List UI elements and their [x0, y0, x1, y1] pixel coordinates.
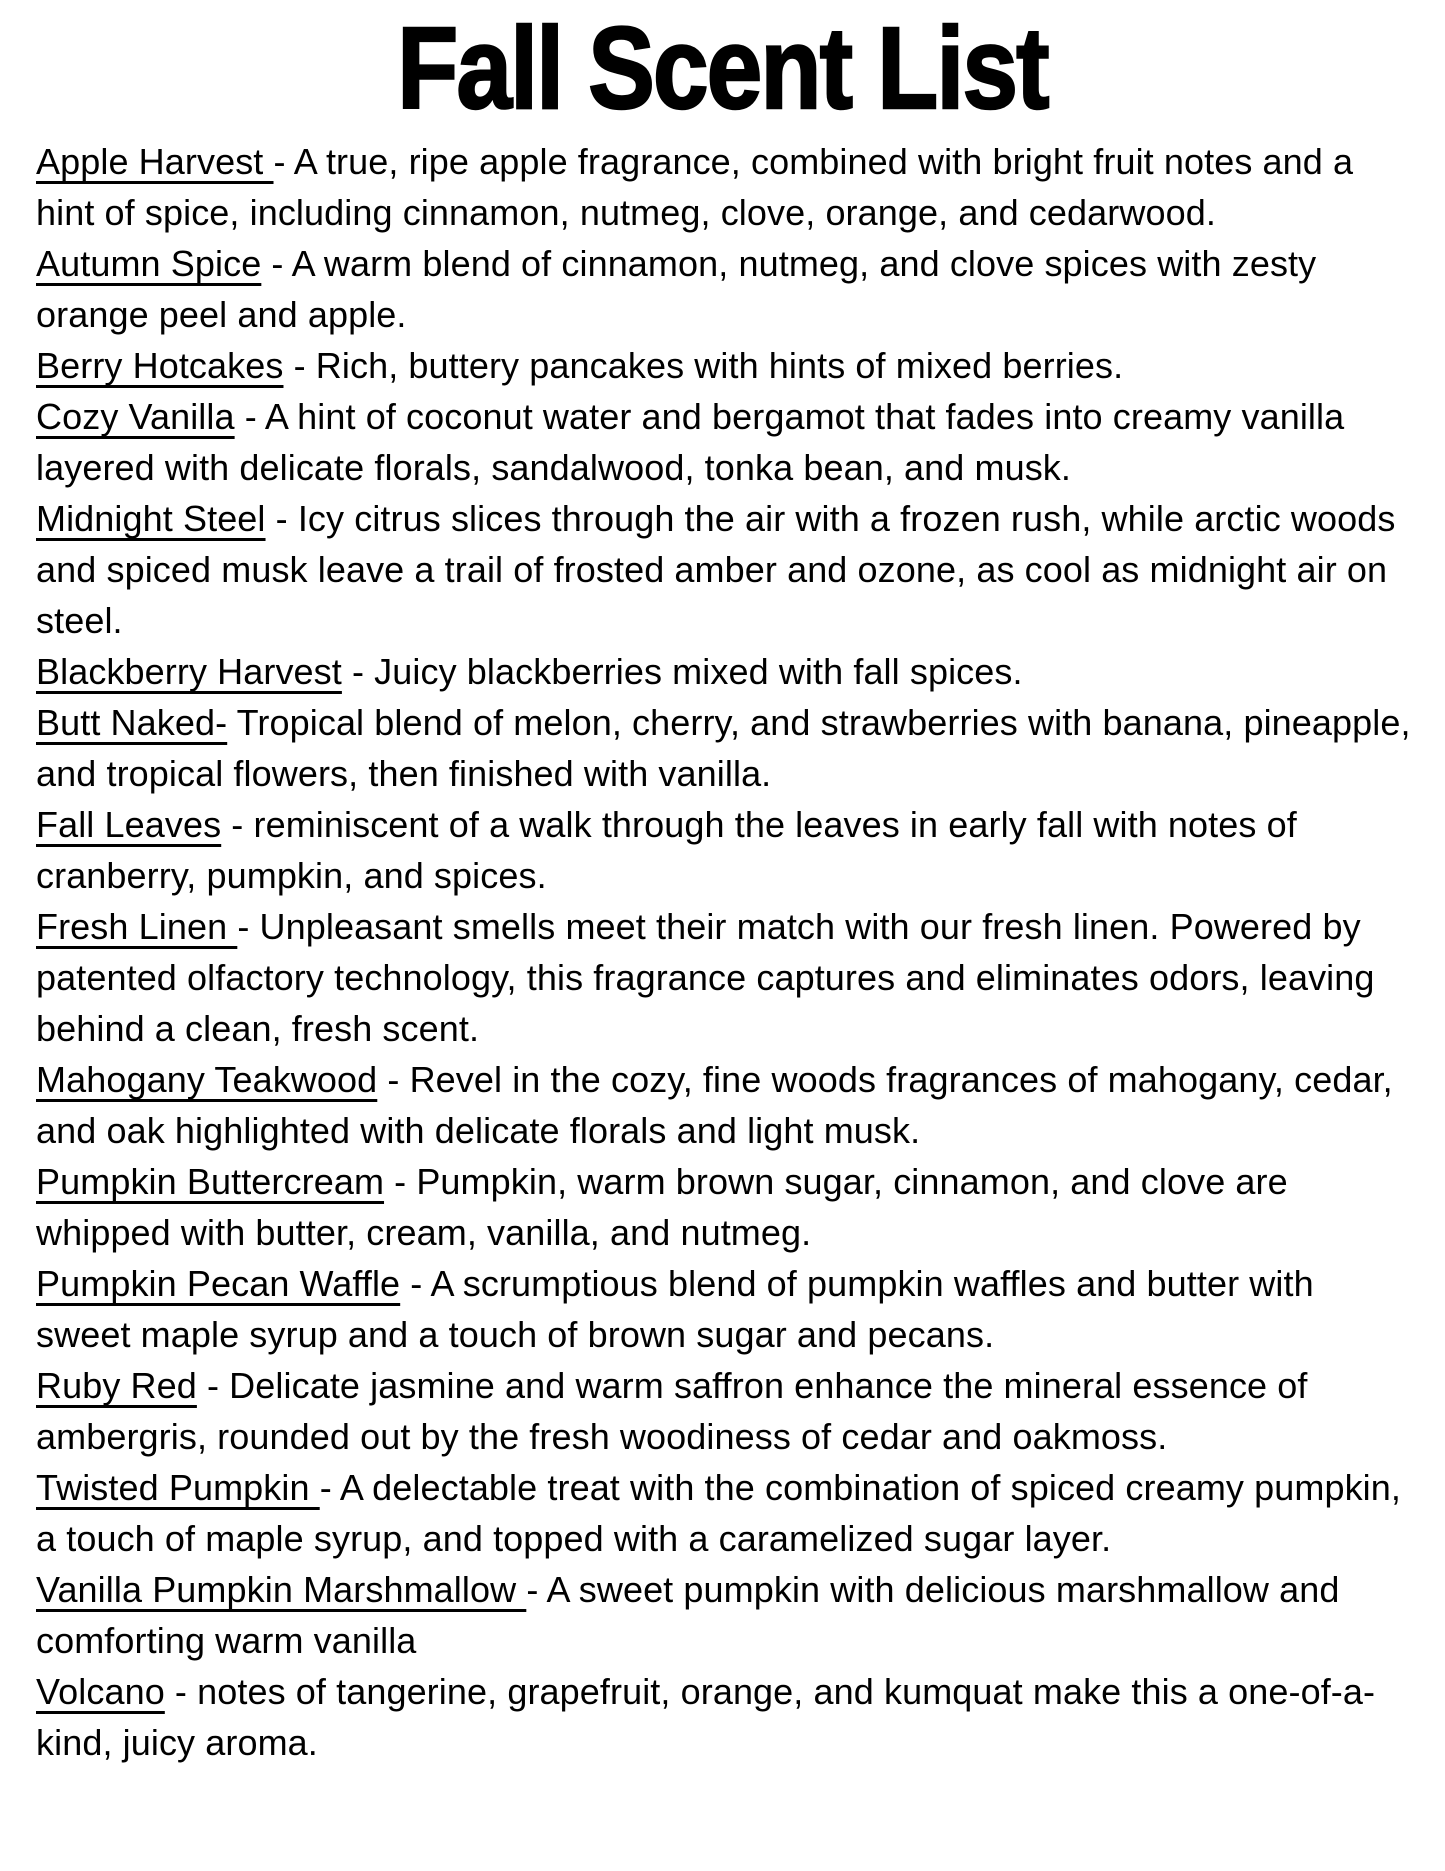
- scent-description: - Juicy blackberries mixed with fall spices.: [341, 651, 1023, 692]
- scent-item: [36, 1360, 1411, 1462]
- scent-item: [36, 697, 1421, 799]
- scent-list: [0, 126, 1445, 1768]
- scent-item: [36, 238, 1411, 340]
- scent-description: - Icy citrus slices through the air with a frozen rush, while arctic woods and spiced musk leave a trail of frosted amber and ozone, as cool as midnight air on steel.: [36, 498, 1406, 641]
- scent-description: - A scrumptious blend of pumpkin waffles and butter with sweet maple syrup and a touch of brown sugar and pecans.: [36, 1263, 1324, 1355]
- scent-name: Midnight Steel: [36, 498, 266, 539]
- scent-description: Tropical blend of melon, cherry, and strawberries with banana, pineapple, and tropical flowers, then finished with vanilla.: [36, 702, 1421, 794]
- scent-name: Twisted Pumpkin: [36, 1467, 320, 1508]
- scent-description: - Revel in the cozy, fine woods fragrances of mahogany, cedar, and oak highlighted with delicate florals and light musk.: [36, 1059, 1403, 1151]
- scent-description: - A true, ripe apple fragrance, combined with bright fruit notes and a hint of spice, including cinnamon, nutmeg, clove, orange, and cedarwood.: [36, 141, 1364, 233]
- scent-description: - Delicate jasmine and warm saffron enhance the mineral essence of ambergris, rounded out by the fresh woodiness of cedar and oakmoss.: [36, 1365, 1318, 1457]
- scent-item: [36, 901, 1411, 1054]
- scent-item: [36, 340, 1411, 391]
- scent-item: [36, 1666, 1411, 1768]
- scent-description: - Rich, buttery pancakes with hints of mixed berries.: [283, 345, 1124, 386]
- scent-name: Apple Harvest: [36, 141, 274, 182]
- scent-name: Fall Leaves: [36, 804, 222, 845]
- scent-name: Cozy Vanilla: [36, 396, 235, 437]
- scent-description: - Unpleasant smells meet their match with our fresh linen. Powered by patented olfactory technology, this fragrance captures and eliminates odors, leaving behind a clean, fresh scent.: [36, 906, 1385, 1049]
- scent-item: [36, 1564, 1411, 1666]
- scent-name: Volcano: [36, 1671, 165, 1712]
- scent-item: [36, 1156, 1411, 1258]
- scent-name: Fresh Linen: [36, 906, 238, 947]
- scent-name: Butt Naked-: [36, 702, 228, 743]
- scent-description: - A warm blend of cinnamon, nutmeg, and clove spices with zesty orange peel and apple.: [36, 243, 1327, 335]
- scent-name: Ruby Red: [36, 1365, 197, 1406]
- scent-item: [36, 646, 1411, 697]
- scent-name: Berry Hotcakes: [36, 345, 284, 386]
- scent-name: Pumpkin Buttercream: [36, 1161, 385, 1202]
- scent-description: - notes of tangerine, grapefruit, orange, and kumquat make this a one-of-a-kind, juicy aroma.: [36, 1671, 1376, 1763]
- scent-item: [36, 493, 1411, 646]
- scent-description: - Pumpkin, warm brown sugar, cinnamon, and clove are whipped with butter, cream, vanilla, and nutmeg.: [36, 1161, 1298, 1253]
- scent-item: [36, 1462, 1411, 1564]
- scent-name: Pumpkin Pecan Waffle: [36, 1263, 401, 1304]
- scent-item: [36, 391, 1411, 493]
- scent-item: [36, 799, 1411, 901]
- scent-item: [36, 1258, 1411, 1360]
- scent-name: Blackberry Harvest: [36, 651, 342, 692]
- scent-description: - A sweet pumpkin with delicious marshmallow and comforting warm vanilla: [36, 1569, 1350, 1661]
- scent-description: - A hint of coconut water and bergamot that fades into creamy vanilla layered with delicate florals, sandalwood, tonka bean, and musk.: [36, 396, 1355, 488]
- scent-name: Vanilla Pumpkin Marshmallow: [36, 1569, 527, 1610]
- scent-item: [36, 136, 1411, 238]
- scent-name: Autumn Spice: [36, 243, 262, 284]
- scent-name: Mahogany Teakwood: [36, 1059, 378, 1100]
- scent-item: [36, 1054, 1411, 1156]
- scent-description: - reminiscent of a walk through the leaves in early fall with notes of cranberry, pumpkin, and spices.: [36, 804, 1307, 896]
- scent-description: - A delectable treat with the combination of spiced creamy pumpkin, a touch of maple syrup, and topped with a caramelized sugar layer.: [36, 1467, 1412, 1559]
- page-title: Fall Scent List: [397, 3, 1048, 133]
